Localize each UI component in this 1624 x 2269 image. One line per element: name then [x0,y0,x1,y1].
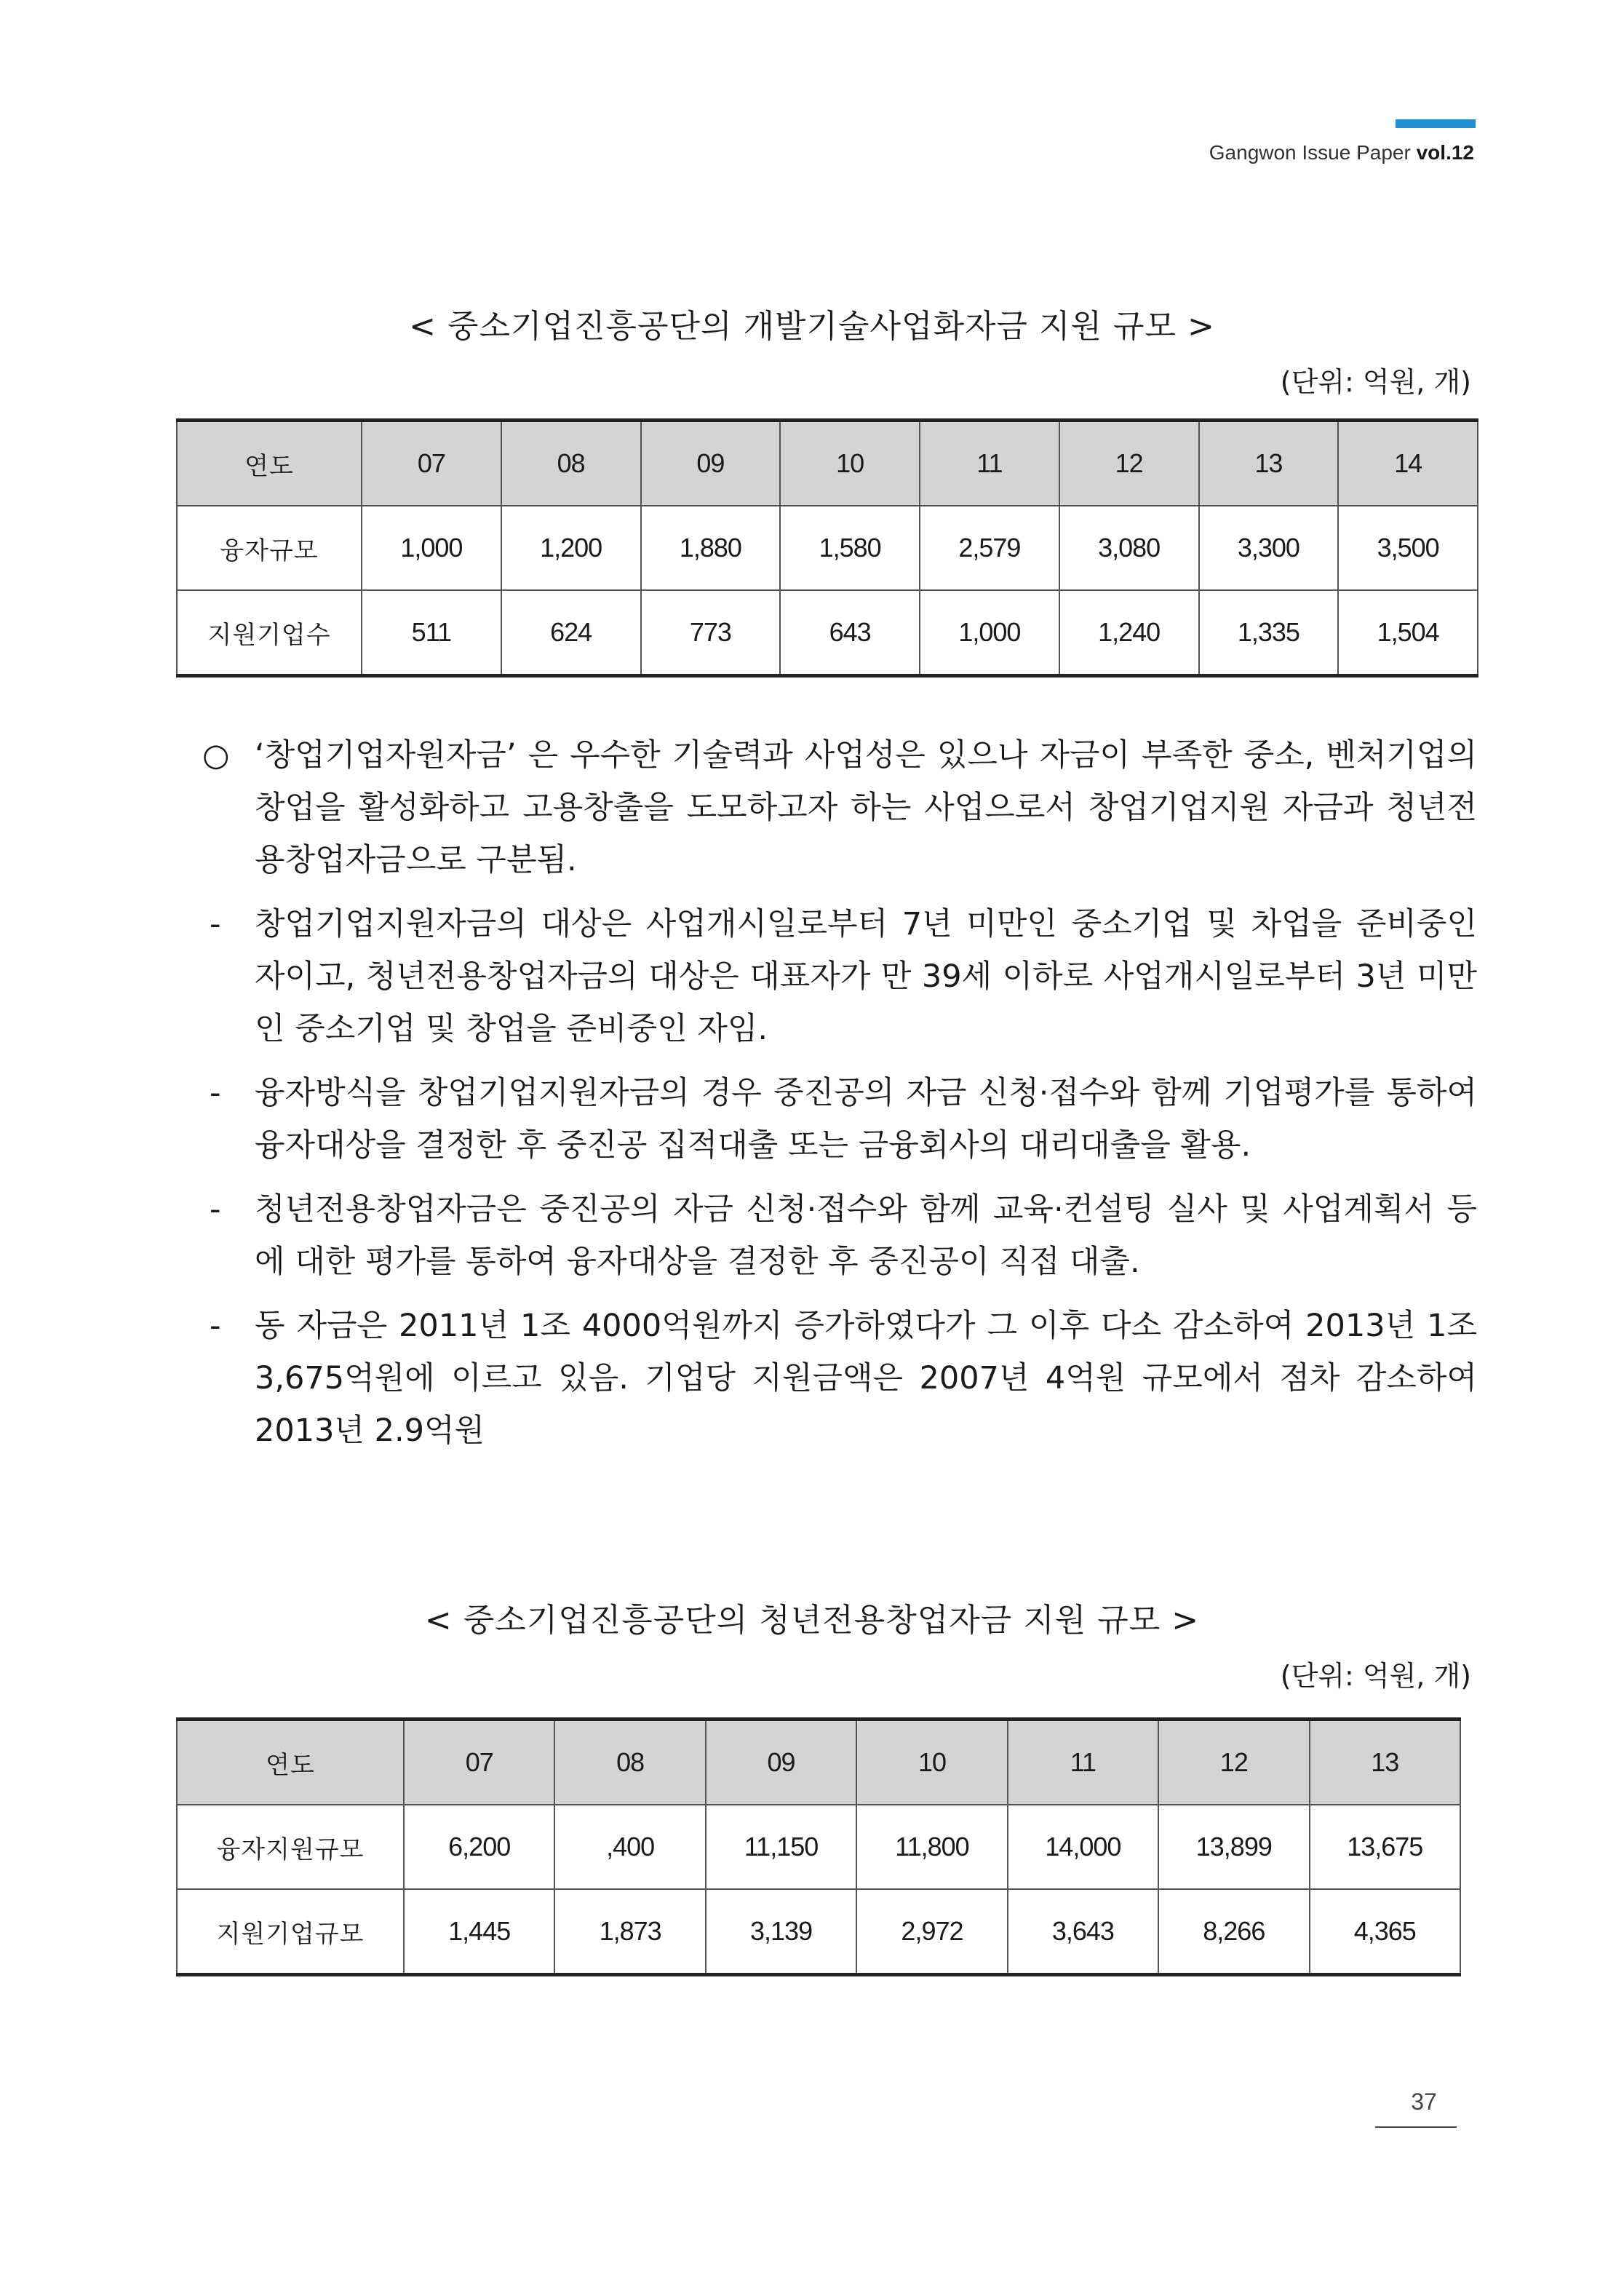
table-cell: 4,365 [1310,1889,1460,1975]
bullet-item [196,1300,1477,1457]
table-cell: 14,000 [1008,1805,1158,1889]
table1-header-cell: 11 [920,421,1059,506]
table1-header-cell: 07 [362,421,501,506]
bullet-text: 융자방식을 창업기업지원자금의 경우 중진공의 자금 신청·접수와 함께 기업평가를 통하여 융자대상을 결정한 후 중진공 집적대출 또는 금융회사의 대리대출을 활용. [255,1075,1477,1164]
table-cell: 6,200 [404,1805,554,1889]
table-cell: 1,335 [1199,590,1339,676]
table-cell: 3,139 [706,1889,856,1975]
table2-header-cell: 08 [554,1720,705,1805]
header-accent-bar [1396,119,1476,128]
table-cell: 1,240 [1059,590,1199,676]
table2-header-cell: 연도 [177,1720,404,1805]
table-cell: 624 [501,590,641,676]
page-number-rule [1375,2126,1457,2128]
table-cell: 3,080 [1059,506,1199,590]
table1-header-cell: 10 [780,421,920,506]
dash-bullet-icon: - [210,906,221,942]
table-cell: 13,899 [1158,1805,1309,1889]
table-cell: 3,643 [1008,1889,1158,1975]
table2-header-cell: 07 [404,1720,554,1805]
volume-label: vol.12 [1416,141,1474,164]
table-cell: 3,500 [1338,506,1478,590]
dash-bullet-icon: - [210,1308,221,1344]
table-cell: 1,200 [501,506,641,590]
table1-header-cell: 12 [1059,421,1199,506]
circle-bullet-icon: ○ [202,737,230,774]
table1-header-cell: 연도 [177,421,362,506]
table-cell: 13,675 [1310,1805,1460,1889]
table1-header-cell: 14 [1338,421,1478,506]
table2-header-cell: 12 [1158,1720,1309,1805]
table-cell: 773 [641,590,781,676]
row-label: 융자규모 [177,506,362,590]
body-text [196,729,1477,1469]
table1-caption: < 중소기업진흥공단의 개발기술사업화자금 지원 규모 > [409,308,1215,345]
table1 [176,418,1478,677]
table-cell: 2,579 [920,506,1059,590]
row-label: 융자지원규모 [177,1805,404,1889]
row-label: 지원기업규모 [177,1889,404,1975]
table-cell: 511 [362,590,501,676]
bullet-text: 창업기업지원자금의 대상은 사업개시일로부터 7년 미만인 중소기업 및 차업을 준비중인 자이고, 청년전용창업자금의 대상은 대표자가 만 39세 이하로 사업개시일로부터 3년 미만인 중소기업 및 창업을 준비중인 자임. [255,906,1477,1047]
table-cell: 1,000 [362,506,501,590]
table-cell: 1,445 [404,1889,554,1975]
table-cell: 1,873 [554,1889,705,1975]
dash-bullet-icon: - [210,1191,221,1228]
table-cell: 643 [780,590,920,676]
table-cell: 8,266 [1158,1889,1309,1975]
table1-header-cell: 13 [1199,421,1339,506]
table2 [176,1717,1461,1976]
bullet-text: 동 자금은 2011년 1조 4000억원까지 증가하였다가 그 이후 다소 감소하여 2013년 1조 3,675억원에 이르고 있음. 기업당 지원금액은 2007년 4억원 규모에서 점차 감소하여 2013년 2.9억원 [255,1308,1477,1449]
table2-header-cell: 13 [1310,1720,1460,1805]
table2-header-cell: 09 [706,1720,856,1805]
table-row [177,1889,1460,1975]
running-head [1209,141,1474,164]
table1-header-cell: 09 [641,421,781,506]
table1-header-row [177,421,1478,506]
table2-header-cell: 10 [856,1720,1007,1805]
bullet-item [196,1183,1477,1288]
page-number: 37 [1411,2089,1437,2115]
table-cell: 11,150 [706,1805,856,1889]
table2-header-cell: 11 [1008,1720,1158,1805]
table-cell: 1,000 [920,590,1059,676]
table-cell: ,400 [554,1805,705,1889]
table1-header-cell: 08 [501,421,641,506]
table-cell: 1,504 [1338,590,1478,676]
table-row [177,1805,1460,1889]
bullet-item [196,898,1477,1055]
bullet-text: ‘창업기업자원자금’ 은 우수한 기술력과 사업성은 있으나 자금이 부족한 중소, 벤처기업의 창업을 활성화하고 고용창출을 도모하고자 하는 사업으로서 창업기업지원 자금과 청년전용창업자금으로 구분됨. [255,737,1477,878]
table2-caption: < 중소기업진흥공단의 청년전용창업자금 지원 규모 > [424,1602,1200,1639]
table2-unit: (단위: 억원, 개) [1280,1660,1471,1692]
table-cell: 1,880 [641,506,781,590]
table-cell: 11,800 [856,1805,1007,1889]
bullet-text: 청년전용창업자금은 중진공의 자금 신청·접수와 함께 교육·컨설팅 실사 및 사업계획서 등에 대한 평가를 통하여 융자대상을 결정한 후 중진공이 직접 대출. [255,1191,1477,1280]
table-row [177,590,1478,676]
table-cell: 1,580 [780,506,920,590]
row-label: 지원기업수 [177,590,362,676]
table2-header-row [177,1720,1460,1805]
dash-bullet-icon: - [210,1075,221,1111]
series-title: Gangwon Issue Paper [1209,141,1411,164]
bullet-item [196,729,1477,886]
bullet-item [196,1067,1477,1172]
table-row [177,506,1478,590]
table-cell: 3,300 [1199,506,1339,590]
table-cell: 2,972 [856,1889,1007,1975]
table1-unit: (단위: 억원, 개) [1280,366,1471,398]
